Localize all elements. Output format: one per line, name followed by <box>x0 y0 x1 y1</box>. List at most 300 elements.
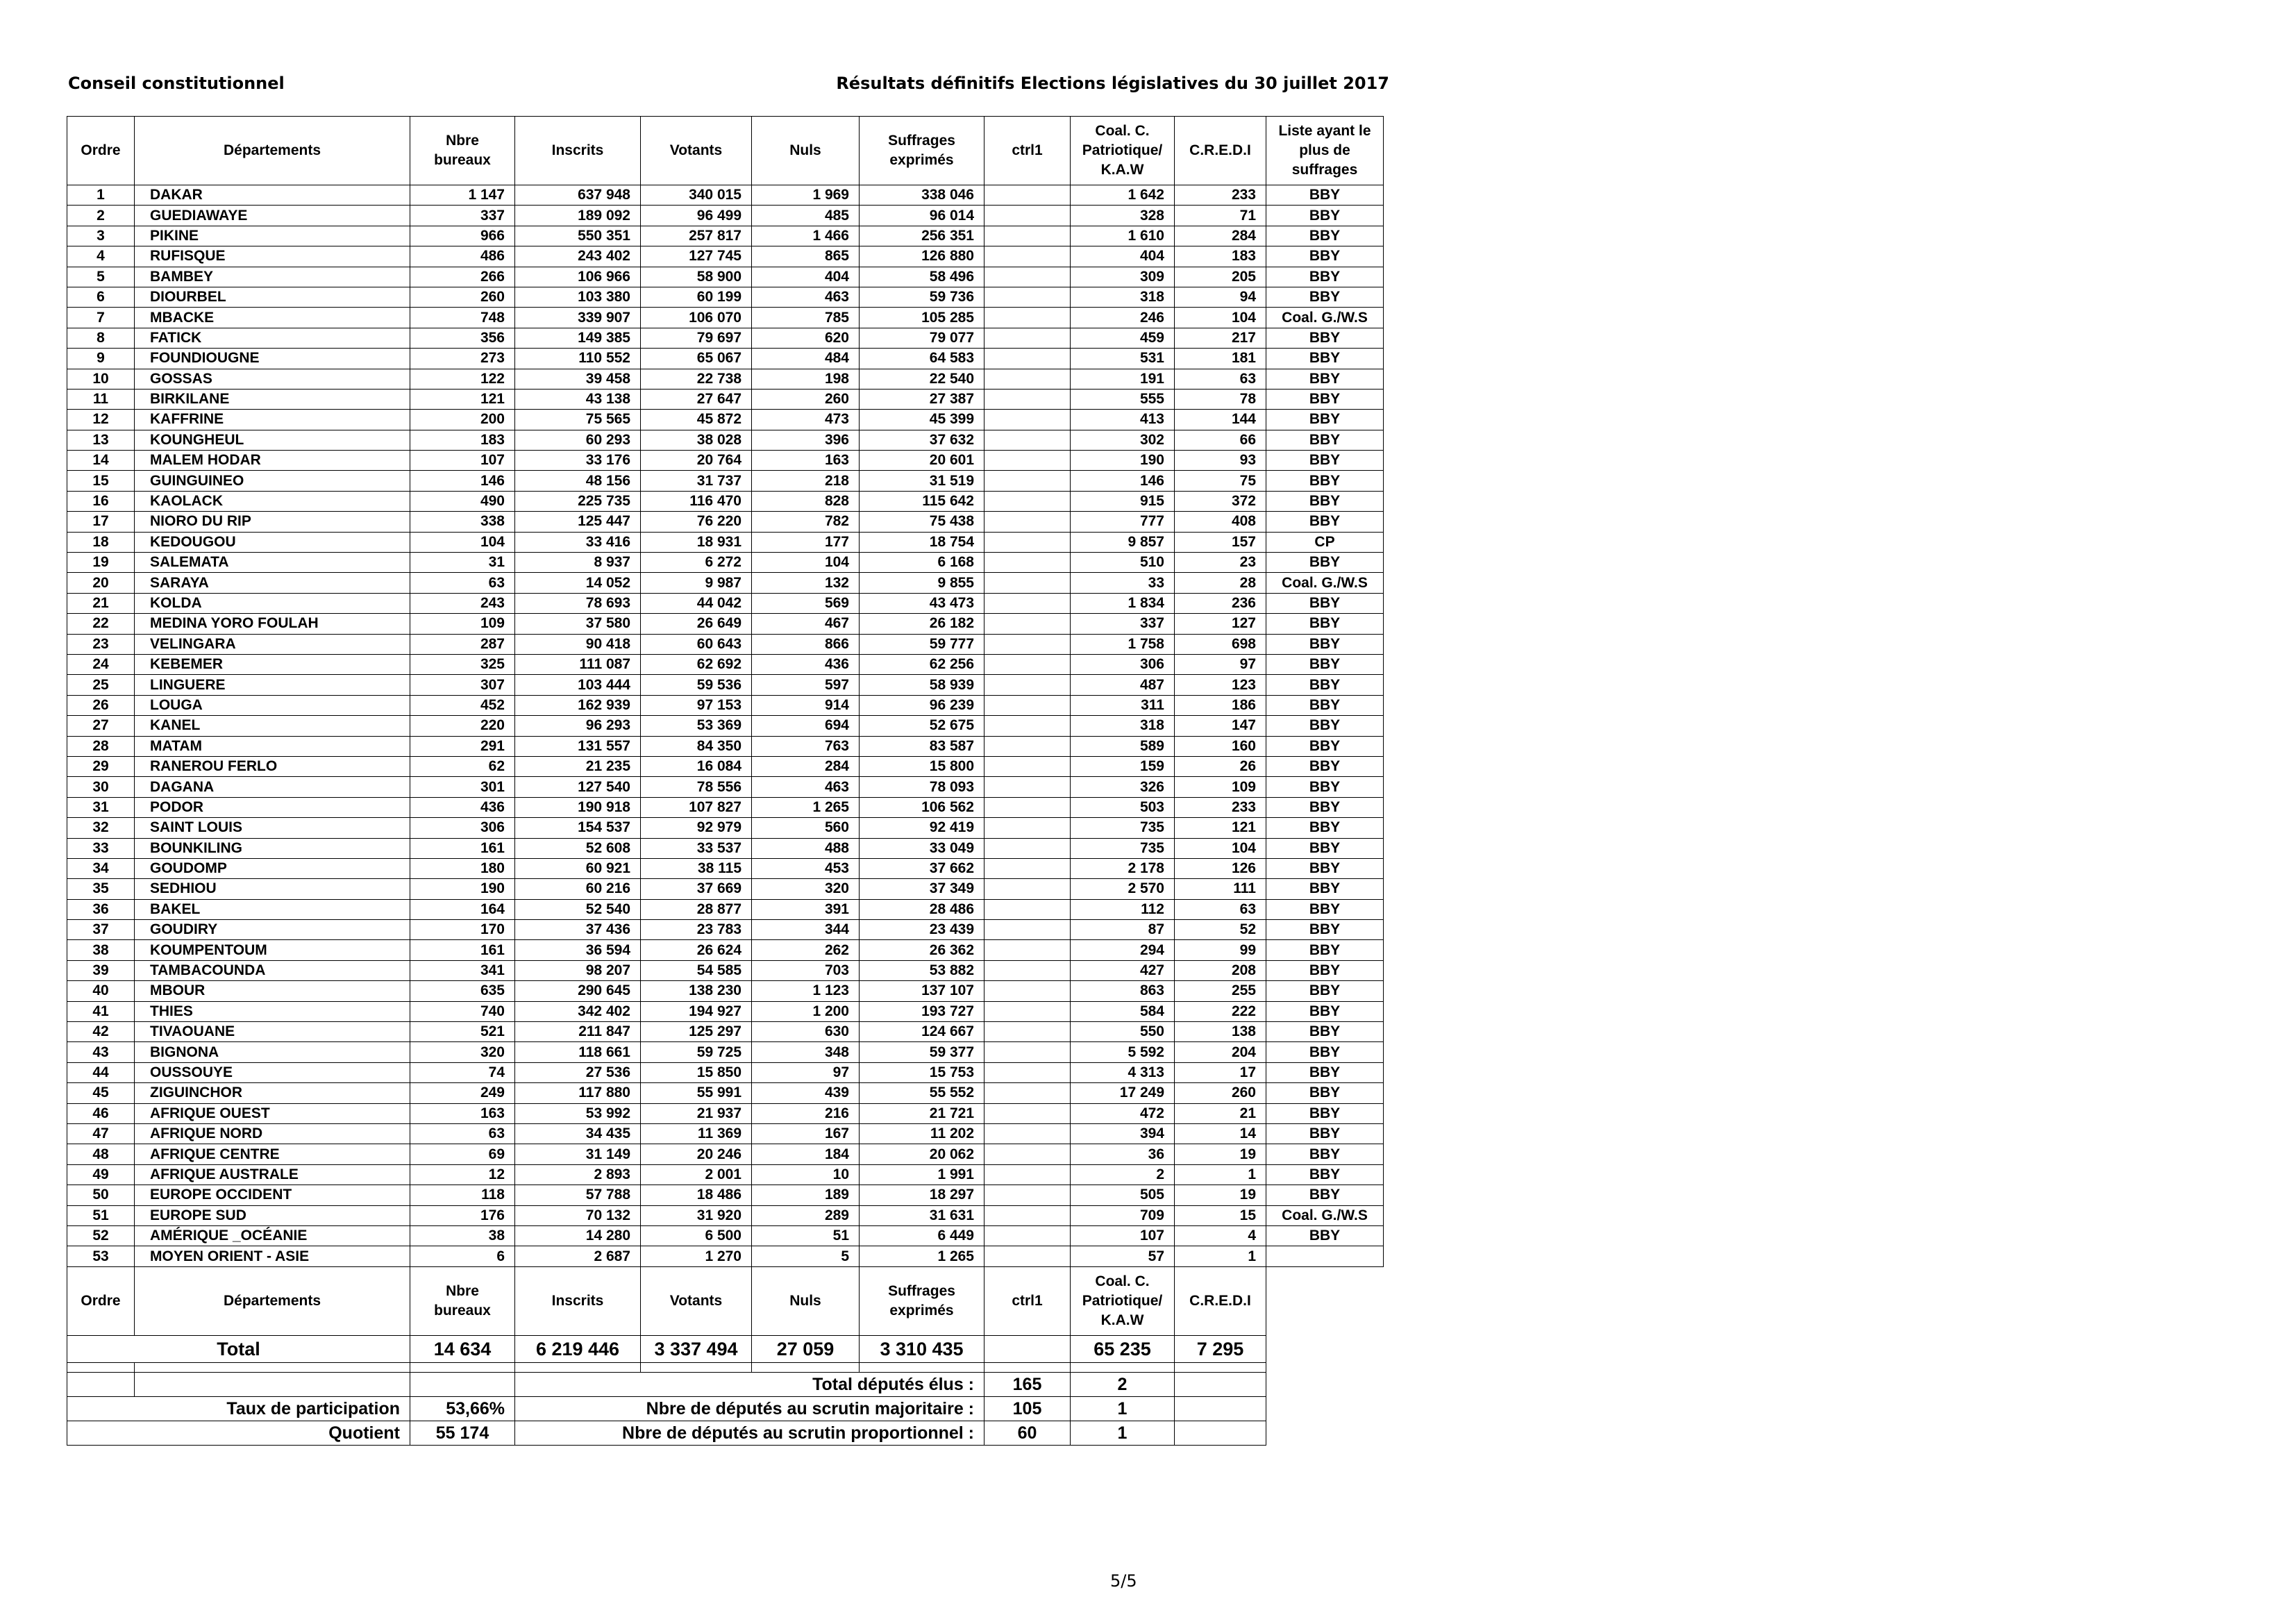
empty-cell <box>515 1362 641 1372</box>
cell-dep: EUROPE SUD <box>135 1205 410 1225</box>
cell-inscrits: 39 458 <box>515 369 641 389</box>
cell-bureaux: 307 <box>410 675 515 695</box>
cell-votants: 62 692 <box>641 654 752 674</box>
cell-ordre: 10 <box>67 369 135 389</box>
cell-dep: THIES <box>135 1001 410 1021</box>
cell-liste: BBY <box>1266 1001 1384 1021</box>
cell-coal: 337 <box>1071 614 1175 634</box>
cell-ordre: 29 <box>67 756 135 776</box>
cell-ctrl <box>984 756 1071 776</box>
cell-ordre: 11 <box>67 389 135 409</box>
cell-liste: BBY <box>1266 1164 1384 1184</box>
cell-ordre: 2 <box>67 206 135 226</box>
cell-ctrl <box>984 777 1071 797</box>
cell-coal: 36 <box>1071 1144 1175 1164</box>
cell-bureaux: 338 <box>410 512 515 532</box>
cell-credi: 233 <box>1175 185 1266 206</box>
cell-votants: 31 920 <box>641 1205 752 1225</box>
cell-ordre: 22 <box>67 614 135 634</box>
majoritaire-row <box>67 1396 1384 1421</box>
cell-bureaux: 164 <box>410 899 515 919</box>
majoritaire-coal: 1 <box>1071 1396 1175 1421</box>
cell-inscrits: 27 536 <box>515 1062 641 1082</box>
cell-dep: GOUDOMP <box>135 858 410 878</box>
cell-coal: 531 <box>1071 349 1175 369</box>
cell-ctrl <box>984 1042 1071 1062</box>
cell-inscrits: 125 447 <box>515 512 641 532</box>
cell-liste: BBY <box>1266 410 1384 430</box>
cell-coal: 159 <box>1071 756 1175 776</box>
cell-bureaux: 161 <box>410 838 515 858</box>
cell-ctrl <box>984 1123 1071 1144</box>
cell-bureaux: 190 <box>410 879 515 899</box>
cell-suffrages: 26 182 <box>860 614 984 634</box>
col-header-coal: Coal. C. Patriotique/ K.A.W <box>1071 117 1175 185</box>
cell-suffrages: 96 239 <box>860 695 984 715</box>
cell-bureaux: 104 <box>410 532 515 552</box>
cell-ctrl <box>984 1001 1071 1021</box>
cell-ordre: 8 <box>67 328 135 348</box>
cell-votants: 38 115 <box>641 858 752 878</box>
cell-suffrages: 53 882 <box>860 960 984 980</box>
table-row <box>67 185 1384 206</box>
cell-ordre: 52 <box>67 1225 135 1246</box>
cell-nuls: 569 <box>752 593 860 613</box>
cell-votants: 38 028 <box>641 430 752 450</box>
table-row <box>67 430 1384 450</box>
cell-dep: FATICK <box>135 328 410 348</box>
cell-inscrits: 111 087 <box>515 654 641 674</box>
cell-bureaux: 490 <box>410 491 515 511</box>
cell-inscrits: 33 416 <box>515 532 641 552</box>
table-row <box>67 349 1384 369</box>
col-header-credi: C.R.E.D.I <box>1175 117 1266 185</box>
cell-dep: KANEL <box>135 716 410 736</box>
cell-suffrages: 6 168 <box>860 553 984 573</box>
cell-ctrl <box>984 226 1071 246</box>
cell-coal: 863 <box>1071 981 1175 1001</box>
cell-liste: BBY <box>1266 491 1384 511</box>
cell-dep: RUFISQUE <box>135 246 410 267</box>
cell-ordre: 44 <box>67 1062 135 1082</box>
cell-ctrl <box>984 675 1071 695</box>
cell-dep: BIRKILANE <box>135 389 410 409</box>
cell-coal: 17 249 <box>1071 1083 1175 1103</box>
cell-nuls: 1 466 <box>752 226 860 246</box>
cell-liste: BBY <box>1266 1062 1384 1082</box>
cell-credi: 97 <box>1175 654 1266 674</box>
cell-votants: 45 872 <box>641 410 752 430</box>
cell-ctrl <box>984 451 1071 471</box>
cell-nuls: 10 <box>752 1164 860 1184</box>
cell-suffrages: 96 014 <box>860 206 984 226</box>
cell-ordre: 23 <box>67 634 135 654</box>
cell-coal: 735 <box>1071 818 1175 838</box>
cell-suffrages: 52 675 <box>860 716 984 736</box>
cell-coal: 394 <box>1071 1123 1175 1144</box>
cell-liste: BBY <box>1266 430 1384 450</box>
cell-liste: BBY <box>1266 553 1384 573</box>
cell-suffrages: 33 049 <box>860 838 984 858</box>
cell-coal: 777 <box>1071 512 1175 532</box>
cell-suffrages: 21 721 <box>860 1103 984 1123</box>
cell-suffrages: 58 939 <box>860 675 984 695</box>
cell-dep: BAMBEY <box>135 267 410 287</box>
cell-ordre: 38 <box>67 940 135 960</box>
cell-credi: 121 <box>1175 818 1266 838</box>
cell-votants: 78 556 <box>641 777 752 797</box>
table-row <box>67 797 1384 817</box>
cell-votants: 59 536 <box>641 675 752 695</box>
cell-ordre: 50 <box>67 1185 135 1205</box>
cell-liste: BBY <box>1266 1225 1384 1246</box>
cell-suffrages: 20 062 <box>860 1144 984 1164</box>
empty-cell <box>410 1372 515 1396</box>
cell-nuls: 436 <box>752 654 860 674</box>
col-header-ordre: Ordre <box>67 117 135 185</box>
cell-votants: 60 643 <box>641 634 752 654</box>
cell-ctrl <box>984 593 1071 613</box>
cell-nuls: 396 <box>752 430 860 450</box>
cell-bureaux: 249 <box>410 1083 515 1103</box>
cell-inscrits: 190 918 <box>515 797 641 817</box>
table-row <box>67 369 1384 389</box>
cell-ctrl <box>984 430 1071 450</box>
cell-votants: 65 067 <box>641 349 752 369</box>
cell-ctrl <box>984 960 1071 980</box>
cell-bureaux: 966 <box>410 226 515 246</box>
cell-nuls: 828 <box>752 491 860 511</box>
cell-credi: 183 <box>1175 246 1266 267</box>
col-header-bureaux: Nbre bureaux <box>410 117 515 185</box>
cell-nuls: 163 <box>752 451 860 471</box>
cell-suffrages: 193 727 <box>860 1001 984 1021</box>
cell-nuls: 694 <box>752 716 860 736</box>
cell-votants: 15 850 <box>641 1062 752 1082</box>
cell-liste: BBY <box>1266 1042 1384 1062</box>
cell-ordre: 32 <box>67 818 135 838</box>
cell-suffrages: 18 297 <box>860 1185 984 1205</box>
cell-suffrages: 31 631 <box>860 1205 984 1225</box>
cell-coal: 191 <box>1071 369 1175 389</box>
cell-bureaux: 306 <box>410 818 515 838</box>
cell-suffrages: 338 046 <box>860 185 984 206</box>
cell-liste: CP <box>1266 532 1384 552</box>
cell-ordre: 48 <box>67 1144 135 1164</box>
cell-liste: BBY <box>1266 920 1384 940</box>
cell-credi: 63 <box>1175 899 1266 919</box>
cell-inscrits: 117 880 <box>515 1083 641 1103</box>
cell-coal: 584 <box>1071 1001 1175 1021</box>
cell-inscrits: 550 351 <box>515 226 641 246</box>
cell-liste: BBY <box>1266 1123 1384 1144</box>
col-footer-suffrages: Suffrages exprimés <box>860 1266 984 1335</box>
cell-dep: TIVAOUANE <box>135 1022 410 1042</box>
cell-liste: BBY <box>1266 593 1384 613</box>
cell-ordre: 31 <box>67 797 135 817</box>
cell-suffrages: 15 800 <box>860 756 984 776</box>
cell-votants: 9 987 <box>641 573 752 593</box>
cell-votants: 194 927 <box>641 1001 752 1021</box>
cell-suffrages: 1 265 <box>860 1246 984 1266</box>
cell-coal: 1 610 <box>1071 226 1175 246</box>
taux-value: 53,66% <box>410 1396 515 1421</box>
cell-ctrl <box>984 695 1071 715</box>
cell-nuls: 463 <box>752 777 860 797</box>
elus-total: 165 <box>984 1372 1071 1396</box>
cell-votants: 44 042 <box>641 593 752 613</box>
cell-bureaux: 266 <box>410 267 515 287</box>
cell-inscrits: 14 280 <box>515 1225 641 1246</box>
cell-inscrits: 98 207 <box>515 960 641 980</box>
cell-bureaux: 176 <box>410 1205 515 1225</box>
table-row <box>67 553 1384 573</box>
cell-nuls: 785 <box>752 308 860 328</box>
cell-credi: 127 <box>1175 614 1266 634</box>
cell-nuls: 184 <box>752 1144 860 1164</box>
cell-coal: 302 <box>1071 430 1175 450</box>
cell-coal: 328 <box>1071 206 1175 226</box>
cell-dep: GOSSAS <box>135 369 410 389</box>
empty-cell <box>1266 1396 1384 1421</box>
cell-inscrits: 225 735 <box>515 491 641 511</box>
cell-nuls: 177 <box>752 532 860 552</box>
table-row <box>67 899 1384 919</box>
cell-dep: MOYEN ORIENT - ASIE <box>135 1246 410 1266</box>
cell-liste: BBY <box>1266 1022 1384 1042</box>
cell-votants: 53 369 <box>641 716 752 736</box>
cell-credi: 111 <box>1175 879 1266 899</box>
cell-inscrits: 106 966 <box>515 267 641 287</box>
cell-votants: 33 537 <box>641 838 752 858</box>
cell-ctrl <box>984 838 1071 858</box>
cell-ctrl <box>984 1246 1071 1266</box>
cell-ctrl <box>984 879 1071 899</box>
cell-ordre: 15 <box>67 471 135 491</box>
cell-ordre: 37 <box>67 920 135 940</box>
table-row <box>67 614 1384 634</box>
cell-dep: KEBEMER <box>135 654 410 674</box>
col-header-inscrits: Inscrits <box>515 117 641 185</box>
cell-ordre: 53 <box>67 1246 135 1266</box>
cell-ctrl <box>984 308 1071 328</box>
cell-liste: BBY <box>1266 471 1384 491</box>
cell-votants: 257 817 <box>641 226 752 246</box>
cell-ordre: 24 <box>67 654 135 674</box>
cell-nuls: 284 <box>752 756 860 776</box>
cell-bureaux: 635 <box>410 981 515 1001</box>
cell-suffrages: 256 351 <box>860 226 984 246</box>
cell-credi: 66 <box>1175 430 1266 450</box>
cell-credi: 144 <box>1175 410 1266 430</box>
cell-credi: 17 <box>1175 1062 1266 1082</box>
cell-ctrl <box>984 328 1071 348</box>
proportionnel-total: 60 <box>984 1421 1071 1445</box>
col-header-ctrl: ctrl1 <box>984 117 1071 185</box>
table-row <box>67 838 1384 858</box>
cell-coal: 505 <box>1071 1185 1175 1205</box>
cell-dep: KAOLACK <box>135 491 410 511</box>
cell-ordre: 9 <box>67 349 135 369</box>
col-footer-inscrits: Inscrits <box>515 1266 641 1335</box>
cell-inscrits: 60 921 <box>515 858 641 878</box>
cell-dep: EUROPE OCCIDENT <box>135 1185 410 1205</box>
cell-dep: AFRIQUE NORD <box>135 1123 410 1144</box>
cell-credi: 78 <box>1175 389 1266 409</box>
cell-dep: KAFFRINE <box>135 410 410 430</box>
empty-cell <box>752 1362 860 1372</box>
cell-credi: 138 <box>1175 1022 1266 1042</box>
cell-nuls: 198 <box>752 369 860 389</box>
cell-ordre: 12 <box>67 410 135 430</box>
cell-dep: VELINGARA <box>135 634 410 654</box>
cell-dep: AFRIQUE OUEST <box>135 1103 410 1123</box>
cell-inscrits: 162 939 <box>515 695 641 715</box>
cell-liste: BBY <box>1266 512 1384 532</box>
cell-nuls: 1 969 <box>752 185 860 206</box>
cell-votants: 18 486 <box>641 1185 752 1205</box>
cell-coal: 309 <box>1071 267 1175 287</box>
cell-credi: 23 <box>1175 553 1266 573</box>
cell-dep: KOUNGHEUL <box>135 430 410 450</box>
cell-bureaux: 301 <box>410 777 515 797</box>
cell-credi: 147 <box>1175 716 1266 736</box>
cell-suffrages: 137 107 <box>860 981 984 1001</box>
table-row <box>67 675 1384 695</box>
cell-dep: FOUNDIOUGNE <box>135 349 410 369</box>
cell-liste: BBY <box>1266 349 1384 369</box>
cell-bureaux: 356 <box>410 328 515 348</box>
cell-suffrages: 23 439 <box>860 920 984 940</box>
cell-dep: SARAYA <box>135 573 410 593</box>
cell-coal: 427 <box>1071 960 1175 980</box>
cell-ctrl <box>984 185 1071 206</box>
cell-suffrages: 106 562 <box>860 797 984 817</box>
cell-dep: AFRIQUE AUSTRALE <box>135 1164 410 1184</box>
cell-ordre: 14 <box>67 451 135 471</box>
cell-coal: 9 857 <box>1071 532 1175 552</box>
cell-nuls: 51 <box>752 1225 860 1246</box>
cell-credi: 15 <box>1175 1205 1266 1225</box>
cell-nuls: 1 200 <box>752 1001 860 1021</box>
cell-bureaux: 325 <box>410 654 515 674</box>
cell-suffrages: 92 419 <box>860 818 984 838</box>
cell-liste: BBY <box>1266 267 1384 287</box>
cell-nuls: 320 <box>752 879 860 899</box>
empty-cell <box>135 1372 410 1396</box>
table-row <box>67 1144 1384 1164</box>
majoritaire-total: 105 <box>984 1396 1071 1421</box>
cell-ordre: 35 <box>67 879 135 899</box>
cell-ordre: 47 <box>67 1123 135 1144</box>
cell-inscrits: 2 687 <box>515 1246 641 1266</box>
cell-ordre: 3 <box>67 226 135 246</box>
cell-nuls: 484 <box>752 349 860 369</box>
cell-coal: 326 <box>1071 777 1175 797</box>
cell-inscrits: 103 444 <box>515 675 641 695</box>
cell-inscrits: 2 893 <box>515 1164 641 1184</box>
cell-suffrages: 45 399 <box>860 410 984 430</box>
cell-liste: BBY <box>1266 226 1384 246</box>
cell-votants: 6 272 <box>641 553 752 573</box>
empty-cell <box>1266 1372 1384 1396</box>
cell-suffrages: 79 077 <box>860 328 984 348</box>
table-row <box>67 920 1384 940</box>
cell-liste: BBY <box>1266 328 1384 348</box>
table-row <box>67 308 1384 328</box>
cell-dep: DIOURBEL <box>135 287 410 307</box>
cell-suffrages: 105 285 <box>860 308 984 328</box>
document-title: Résultats définitifs Elections législatives du 30 juillet 2017 <box>836 74 1389 93</box>
table-row <box>67 654 1384 674</box>
cell-dep: BOUNKILING <box>135 838 410 858</box>
cell-liste: BBY <box>1266 899 1384 919</box>
cell-suffrages: 9 855 <box>860 573 984 593</box>
cell-bureaux: 12 <box>410 1164 515 1184</box>
table-row <box>67 756 1384 776</box>
table-row <box>67 695 1384 715</box>
cell-ordre: 30 <box>67 777 135 797</box>
cell-ctrl <box>984 1103 1071 1123</box>
empty-cell <box>641 1362 752 1372</box>
cell-liste: BBY <box>1266 879 1384 899</box>
cell-credi: 222 <box>1175 1001 1266 1021</box>
table-row <box>67 1123 1384 1144</box>
cell-ordre: 43 <box>67 1042 135 1062</box>
cell-ctrl <box>984 246 1071 267</box>
cell-ordre: 13 <box>67 430 135 450</box>
cell-credi: 233 <box>1175 797 1266 817</box>
cell-dep: MBOUR <box>135 981 410 1001</box>
header-row <box>67 117 1384 185</box>
cell-liste: BBY <box>1266 981 1384 1001</box>
cell-bureaux: 163 <box>410 1103 515 1123</box>
cell-bureaux: 1 147 <box>410 185 515 206</box>
cell-bureaux: 6 <box>410 1246 515 1266</box>
taux-label: Taux de participation <box>67 1396 410 1421</box>
empty-cell <box>135 1362 410 1372</box>
cell-suffrages: 43 473 <box>860 593 984 613</box>
table-row <box>67 593 1384 613</box>
cell-liste: Coal. G./W.S <box>1266 573 1384 593</box>
cell-ordre: 51 <box>67 1205 135 1225</box>
cell-bureaux: 183 <box>410 430 515 450</box>
empty-cell <box>1266 1266 1384 1335</box>
cell-inscrits: 34 435 <box>515 1123 641 1144</box>
table-row <box>67 267 1384 287</box>
cell-credi: 1 <box>1175 1246 1266 1266</box>
empty-cell <box>1175 1421 1266 1445</box>
table-row <box>67 1083 1384 1103</box>
cell-dep: OUSSOUYE <box>135 1062 410 1082</box>
cell-nuls: 463 <box>752 287 860 307</box>
total-ctrl <box>984 1335 1071 1362</box>
cell-ordre: 49 <box>67 1164 135 1184</box>
cell-nuls: 167 <box>752 1123 860 1144</box>
cell-ctrl <box>984 634 1071 654</box>
cell-ctrl <box>984 940 1071 960</box>
cell-ordre: 45 <box>67 1083 135 1103</box>
cell-bureaux: 748 <box>410 308 515 328</box>
cell-coal: 5 592 <box>1071 1042 1175 1062</box>
cell-liste: BBY <box>1266 287 1384 307</box>
cell-nuls: 620 <box>752 328 860 348</box>
table-row <box>67 451 1384 471</box>
table-row <box>67 471 1384 491</box>
cell-credi: 160 <box>1175 736 1266 756</box>
cell-ctrl <box>984 797 1071 817</box>
cell-votants: 59 725 <box>641 1042 752 1062</box>
